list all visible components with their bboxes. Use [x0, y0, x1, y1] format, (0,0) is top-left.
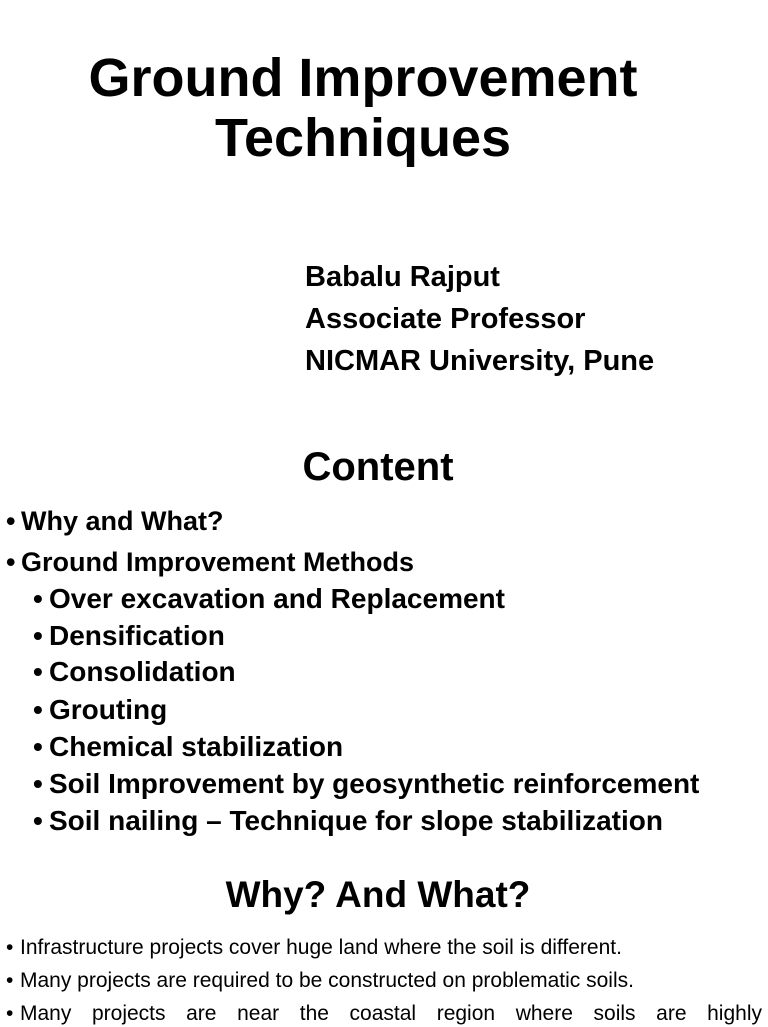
bullet-icon: •	[6, 969, 14, 992]
why-point-text: Many projects are near the coastal region where soils are highly	[20, 1002, 762, 1025]
method-item-label: Over excavation and Replacement	[49, 583, 505, 614]
content-item	[6, 505, 223, 537]
why-point-text: Infrastructure projects cover huge land where the soil is different.	[20, 936, 622, 959]
author-affiliation: NICMAR University, Pune	[305, 345, 655, 377]
method-item-label: Consolidation	[49, 656, 236, 687]
method-item-label: Soil nailing – Technique for slope stabilization	[49, 805, 663, 836]
why-heading: Why? And What?	[225, 874, 531, 915]
method-item	[33, 582, 505, 616]
author-block	[305, 256, 654, 382]
author-name: Babalu Rajput	[305, 261, 500, 293]
method-item	[33, 804, 663, 838]
why-point-text: Many projects are required to be constructed on problematic soils.	[20, 969, 634, 992]
bullet-icon: •	[33, 768, 43, 799]
title-line-1: Ground Improvement	[88, 48, 638, 108]
why-point	[6, 1001, 762, 1027]
bullet-icon: •	[33, 694, 43, 725]
content-item-label: Ground Improvement Methods	[21, 547, 415, 577]
method-item-label: Grouting	[49, 694, 168, 725]
method-item	[33, 730, 343, 764]
bullet-icon: •	[33, 656, 43, 687]
method-item	[33, 767, 699, 801]
content-item-label: Why and What?	[21, 506, 224, 536]
method-item	[33, 693, 167, 727]
method-item-label: Chemical stabilization	[49, 731, 344, 762]
method-item-label: Soil Improvement by geosynthetic reinforcement	[49, 768, 700, 799]
method-item-label: Densification	[49, 620, 225, 651]
page-title	[0, 48, 726, 168]
method-item	[33, 655, 236, 689]
method-item	[33, 619, 225, 653]
why-point	[6, 935, 622, 961]
author-position: Associate Professor	[305, 303, 586, 335]
content-item	[6, 546, 414, 578]
bullet-icon: •	[6, 936, 14, 959]
bullet-icon: •	[33, 583, 43, 614]
bullet-icon: •	[33, 731, 43, 762]
bullet-icon: •	[6, 547, 16, 577]
bullet-icon: •	[6, 1002, 14, 1025]
bullet-icon: •	[33, 620, 43, 651]
title-line-2: Techniques	[214, 108, 512, 168]
bullet-icon: •	[6, 506, 16, 536]
bullet-icon: •	[33, 805, 43, 836]
content-heading: Content	[302, 445, 454, 489]
why-point	[6, 968, 634, 994]
